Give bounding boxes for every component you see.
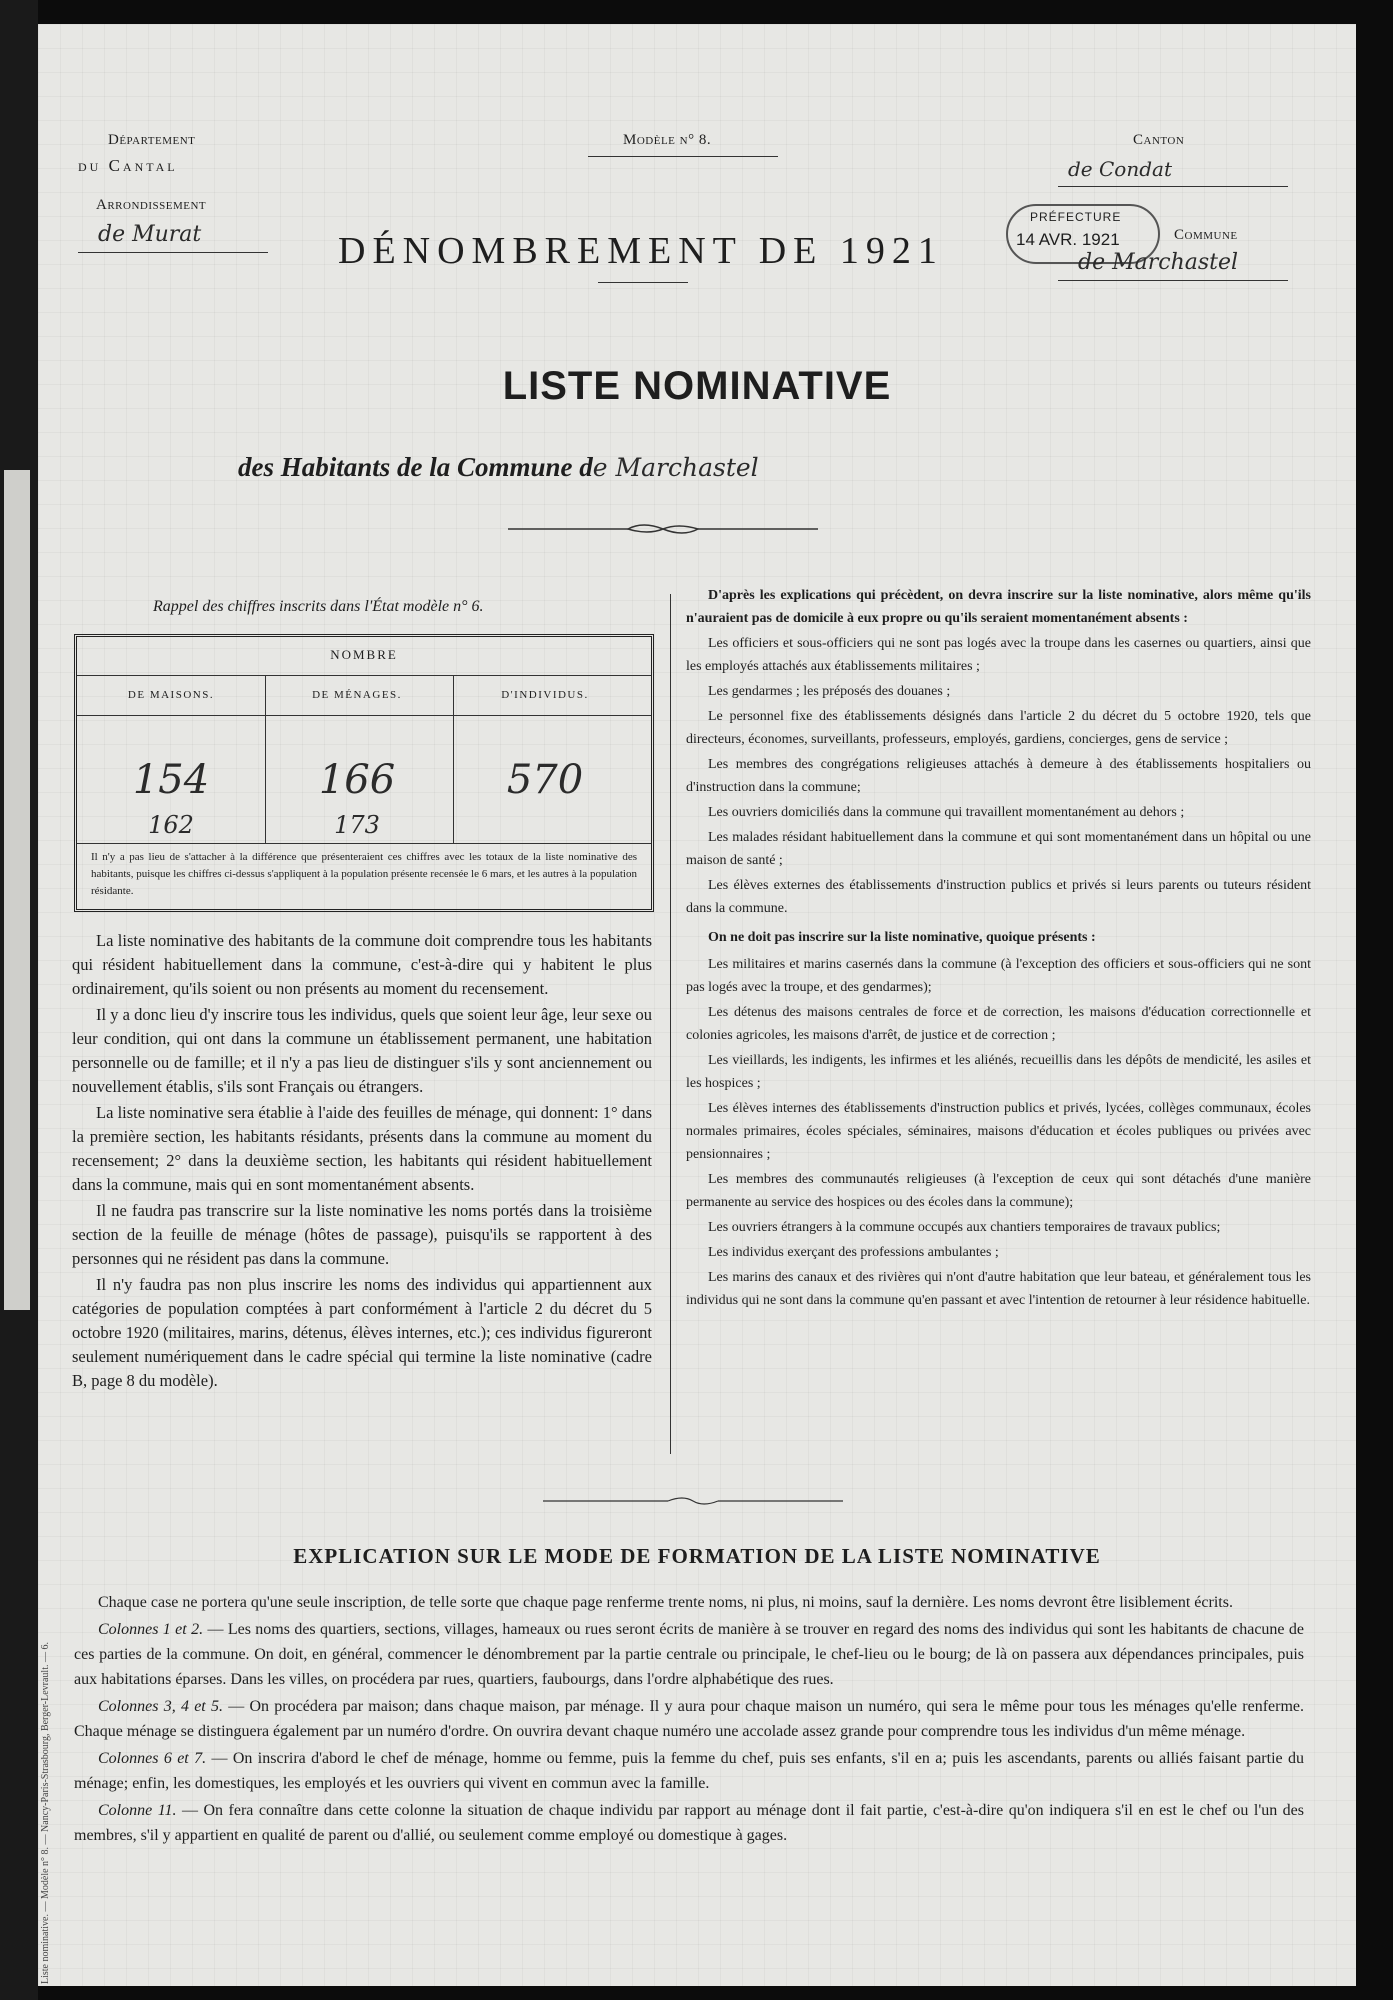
value-maisons-corrected: 162 bbox=[148, 811, 194, 839]
left-paragraph: Il y a donc lieu d'y inscrire tous les individus, quels que soient leur âge, leur sexe ou leur condition, qui ont dans la commune un établissement permanent, une habitation personnelle ou de famille; et il n'y a pas lieu de distinguer s'ils y sont anciennement ou nouvellement établis, s'ils sont Français ou étrangers. bbox=[72, 1005, 652, 1096]
column-divider bbox=[453, 675, 454, 843]
column-text: — On inscrira d'abord le chef de ménage, homme ou femme, puis la femme du chef, puis ses enfants, s'il en a; puis les ascendants, parents ou alliés faisant partie du ménage; enfin, les domestiques, les employés et les ouvriers qui vivent en commun avec la famille. bbox=[74, 1750, 1304, 1792]
left-paragraph: La liste nominative des habitants de la commune doit comprendre tous les habitants qui résident habituellement dans la commune, c'est-à-dire qui y habitent le plus ordinairement, qu'ils soient ou non présents au moment du recensement. bbox=[72, 931, 652, 998]
left-paragraph: La liste nominative sera établie à l'aide des feuilles de ménage, qui donnent: 1° dans la première section, les habitants résidants, présents dans la commune au moment du recensement; 2° dans la deuxième section, les habitants qui résident habituellement dans la commune, mais qui en sont momentanément absents. bbox=[72, 1103, 652, 1194]
nombre-header: NOMBRE bbox=[330, 647, 398, 662]
ornament-divider-2 bbox=[543, 1494, 843, 1508]
stamp-line2: 14 AVR. 1921 bbox=[1016, 230, 1120, 249]
explication-body bbox=[74, 1590, 1304, 1850]
exclude-item: Les vieillards, les indigents, les infirmes et les aliénés, recueillis dans les dépôts de mendicité, les asiles et les hospices ; bbox=[686, 1053, 1311, 1091]
canton-value: de Condat bbox=[1068, 157, 1172, 181]
include-item: Les membres des congrégations religieuses attachés à demeure à des établissements hospitaliers ou d'instruction dans la commune; bbox=[686, 757, 1311, 795]
exclude-item: Les élèves internes des établissements d'instruction publics et privés, lycées, collèges communaux, écoles normales primaires, écoles spéciales, séminaires, maisons d'éducation et écoles publiques ou privées avec pensionnaires ; bbox=[686, 1101, 1311, 1162]
column-label: Colonne 11. bbox=[98, 1802, 177, 1819]
arrondissement-value: de Murat bbox=[98, 222, 202, 247]
explication-paragraph bbox=[74, 1746, 1304, 1796]
include-item: Les élèves externes des établissements d'instruction publics et privés si leurs parents ou tuteurs résident dans la commune. bbox=[686, 878, 1311, 916]
ornament-divider bbox=[508, 519, 818, 539]
census-page bbox=[38, 24, 1356, 1986]
rappel-note: Il n'y a pas lieu de s'attacher à la différence que présenteraient ces chiffres avec les totaux de la liste nominative des habitants, puisque les chiffres ci-dessus s'appliquent à la population présente recensée le 6 mars, et les autres à la population résidante. bbox=[91, 851, 637, 897]
left-paragraph: Il ne faudra pas transcrire sur la liste nominative les noms portés dans la troisième section de la feuille de ménage (hôtes de passage), puisqu'ils se rapportent à des personnes qui ne résident pas dans la commune. bbox=[72, 1201, 652, 1268]
col-maisons: DE MAISONS. bbox=[127, 689, 215, 701]
left-paragraph: Il n'y faudra pas non plus inscrire les noms des individus qui appartiennent aux catégories de population comptées à part conformément à l'article 2 du décret du 5 octobre 1920 (militaires, marins, détenus, élèves internes, etc.); ces individus figureront seulement numériquement dans le cadre spécial qui termine la liste nominative (cadre B, page 8 du modèle). bbox=[72, 1275, 652, 1390]
explication-paragraph: Chaque case ne portera qu'une seule inscription, de telle sorte que chaque page renferme trente noms, ni plus, ni moins, sauf la dernière. Les noms devront être lisiblement écrits. bbox=[98, 1594, 1233, 1611]
include-item: Les malades résidant habituellement dans la commune et qui sont momentanément dans un hôpital ou une maison de santé ; bbox=[686, 830, 1311, 868]
exclude-item: Les ouvriers étrangers à la commune occupés aux chantiers temporaires de travaux publics; bbox=[708, 1220, 1221, 1235]
include-item: Le personnel fixe des établissements désignés dans l'article 2 du décret du 5 octobre 1920, tels que directeurs, économes, surveillants, professeurs, employés, gardiens, concierges, gens de service ; bbox=[686, 709, 1311, 747]
modele-rule bbox=[588, 156, 778, 157]
explication-paragraph bbox=[74, 1617, 1304, 1692]
exclude-item: Les individus exerçant des professions ambulantes ; bbox=[708, 1245, 999, 1260]
col-individus: D'INDIVIDUS. bbox=[501, 689, 589, 701]
commune-underline bbox=[1058, 280, 1288, 281]
rappel-caption: Rappel des chiffres inscrits dans l'État modèle n° 6. bbox=[153, 598, 484, 615]
nombre-rule bbox=[77, 675, 651, 676]
explication-paragraph bbox=[74, 1798, 1304, 1848]
column-label: Colonnes 6 et 7. bbox=[98, 1750, 207, 1767]
value-individus: 570 bbox=[506, 757, 584, 803]
stamp-line1: PRÉFECTURE bbox=[1030, 210, 1122, 224]
value-maisons: 154 bbox=[132, 757, 210, 803]
book-spine bbox=[0, 0, 38, 2000]
column-text: — Les noms des quartiers, sections, villages, hameaux ou rues seront écrits de manière à se trouver en regard des noms des individus qui sont les habitants de chacune de ces parties de la commune. On doit, en général, commencer le dénombrement par la partie centrale ou principale, le chef-lieu ou le bourg; de là on passera aux dépendances principales, puis aux habitations éparses. Dans les villes, on procédera par rues, quartiers, faubourgs, dans l'ordre alphabétique des rues. bbox=[74, 1621, 1304, 1688]
note-rule bbox=[77, 843, 651, 844]
column-text: — On fera connaître dans cette colonne la situation de chaque individu par rapport au ménage dont il fait partie, c'est-à-dire qu'on indiquera s'il en est le chef ou l'un des membres, s'il y appartient en qualité de parent ou d'allié, ou seulement comme employé ou domestique à gages. bbox=[74, 1802, 1305, 1844]
right-intro: D'après les explications qui précèdent, on devra inscrire sur la liste nominative, alors même qu'ils n'auraient pas de domicile à eux propre ou qu'ils seraient momentanément absents : bbox=[686, 588, 1311, 626]
exclude-item: Les détenus des maisons centrales de force et de correction, les maisons d'éducation correctionnelle et colonies agricoles, les maisons d'arrêt, de justice et de correction ; bbox=[686, 1005, 1311, 1043]
column-text: — On procédera par maison; dans chaque maison, par ménage. Il y aura pour chaque maison un numéro, qui sera le même pour tous les ménages qu'elle renferme. Chaque ménage se distinguera également par un numéro d'ordre. On ouvrira devant chaque numéro une accolade assez grande pour comprendre tous les individus d'un même ménage. bbox=[74, 1698, 1304, 1740]
subtitle-text: des Habitants de la Commune d bbox=[238, 452, 593, 482]
printer-margin-text: Liste nominative. — Modèle n° 8. — Nancy-Paris-Strasbourg, Berger-Levrault. — 6. bbox=[40, 1642, 51, 1984]
column-divider-line bbox=[670, 594, 671, 1454]
commune-label: Commune bbox=[1174, 227, 1238, 243]
departement-value: du Cantal bbox=[78, 156, 178, 175]
include-item: Les gendarmes ; les préposés des douanes ; bbox=[708, 684, 951, 699]
arrondissement-underline bbox=[78, 252, 268, 253]
exclude-item: Les membres des communautés religieuses (à l'exception de ceux qui sont détachés d'une manière permanente au service des hospices ou des écoles dans la commune); bbox=[686, 1172, 1311, 1210]
canton-underline bbox=[1058, 186, 1288, 187]
modele-label: Modèle n° 8. bbox=[623, 132, 712, 148]
include-item: Les officiers et sous-officiers qui ne sont pas logés avec la troupe dans les casernes ou quartiers, ainsi que les employés attachés aux établissements militaires ; bbox=[686, 636, 1311, 674]
exclude-item: Les militaires et marins casernés dans la commune (à l'exception des officiers et sous-officiers qui ne sont pas logés avec la troupe, et des gendarmes); bbox=[686, 957, 1311, 995]
left-instructions bbox=[72, 929, 652, 1395]
value-menages: 166 bbox=[318, 757, 396, 803]
departement-label: Département bbox=[108, 132, 196, 148]
column-divider bbox=[265, 675, 266, 843]
title-rule bbox=[598, 282, 688, 283]
rappel-table bbox=[74, 634, 654, 912]
include-item: Les ouvriers domiciliés dans la commune qui travaillent momentanément au dehors ; bbox=[708, 805, 1185, 820]
previous-page-edge bbox=[4, 470, 30, 1310]
column-header-rule bbox=[77, 715, 651, 716]
canton-label: Canton bbox=[1133, 132, 1185, 148]
denombrement-title: DÉNOMBREMENT DE 1921 bbox=[338, 230, 944, 272]
column-label: Colonnes 1 et 2. bbox=[98, 1621, 204, 1638]
commune-value: de Marchastel bbox=[1078, 250, 1239, 275]
explication-paragraph bbox=[74, 1694, 1304, 1744]
subtitle bbox=[238, 452, 759, 483]
right-instructions bbox=[686, 584, 1311, 1314]
column-label: Colonnes 3, 4 et 5. bbox=[98, 1698, 223, 1715]
liste-nominative-title: LISTE NOMINATIVE bbox=[502, 364, 892, 408]
explication-title: EXPLICATION SUR LE MODE DE FORMATION DE LA LISTE NOMINATIVE bbox=[293, 1544, 1101, 1568]
value-menages-corrected: 173 bbox=[334, 811, 380, 839]
exclude-item: Les marins des canaux et des rivières qui n'ont d'autre habitation que leur bateau, et généralement tous les individus qui ne sont dans la commune qu'en passant et avec l'intention de retourner à leur résidence habituelle. bbox=[686, 1270, 1311, 1308]
exclude-heading: On ne doit pas inscrire sur la liste nominative, quoique présents : bbox=[708, 930, 1096, 945]
arrondissement-label: Arrondissement bbox=[96, 197, 207, 213]
subtitle-commune: e Marchastel bbox=[592, 453, 759, 482]
col-menages: DE MÉNAGES. bbox=[312, 689, 402, 701]
